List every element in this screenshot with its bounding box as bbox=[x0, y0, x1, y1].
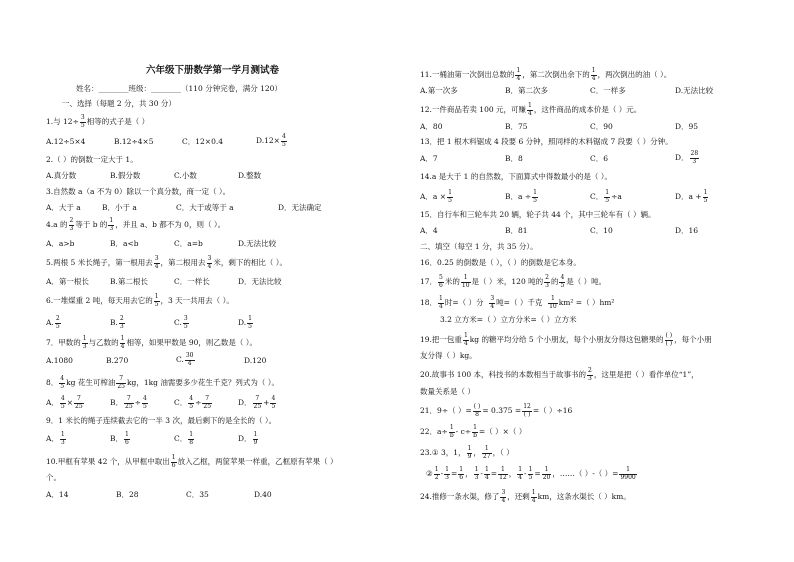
option-c: C．35 bbox=[186, 490, 209, 499]
question-16: 16．0.25 的倒数是（ ），（ ）的倒数是它本身。 bbox=[420, 258, 581, 267]
option-d: D.无法比较 bbox=[238, 239, 277, 248]
option-d: D．a + $\frac{1}{5}$ bbox=[675, 189, 708, 204]
question-19: 19.把一包重 $\frac{1}{4}$ kg 的糖平均分给 5 个小朋友，每个小朋友分得这包糖果的 $\frac{( )}{( )}$ ，每个小朋 bbox=[420, 332, 712, 347]
question-5: 5.两根 5 米长绳子，第一根用去 $\frac{3}{4}$ ，第二根用去 $\frac{3}{4}$ 米，剩下的相比（ ）。 bbox=[46, 255, 287, 270]
option-c: C.小数 bbox=[174, 171, 197, 180]
option-a: A. $\frac{2}{5}$ bbox=[46, 315, 60, 330]
question-13: 13．把 1 根木料锯成 4 段要 6 分钟，照同样的木料锯成 7 段要（ ）分钟。 bbox=[420, 137, 673, 146]
option-b: B．81 bbox=[505, 226, 528, 235]
option-a: A． $\frac{4}{5}$ × $\frac{7}{25}$ bbox=[46, 395, 83, 410]
question-8: 8． $\frac{4}{5}$ kg 花生可榨油 $\frac{7}{25}$ kg，1kg 油需要多少花生千克？列式为（ ）。 bbox=[46, 375, 279, 390]
option-a: A．80 bbox=[420, 122, 443, 131]
option-a: A．4 bbox=[420, 226, 438, 235]
question-18: 18． $\frac{1}{4}$ 时=（ ）分 $\frac{3}{4}$ 吨=（ ）千克 $\frac{1}{10}$ km² =（ ）hm² bbox=[420, 295, 615, 310]
option-a: A．a × $\frac{1}{5}$ bbox=[420, 189, 452, 204]
question-6: 6.一堆煤重 2 吨，每天用去它的 $\frac{1}{5}$ ，3 天一共用去（ ）。 bbox=[46, 293, 234, 308]
question-14: 14.a 是大于 1 的自然数，下面算式中得数最小的是（ ）。 bbox=[420, 172, 612, 181]
option-a: A.第一次多 bbox=[420, 86, 458, 95]
option-c: C．a=b bbox=[174, 239, 203, 248]
option-b: B．小于 a bbox=[102, 203, 137, 212]
option-b: B．a<b bbox=[110, 239, 139, 248]
option-c: C．一样长 bbox=[174, 277, 210, 286]
option-c: C．12×0.4 bbox=[182, 137, 223, 146]
option-d: D． $\frac{7}{25}$ + $\frac{4}{5}$ bbox=[238, 395, 276, 410]
option-b: B.270 bbox=[106, 356, 129, 365]
option-a: A．a>b bbox=[46, 239, 75, 248]
question-24: 24.推修一条水渠，修了 $\frac{3}{4}$ ，还剩 $\frac{1}{4}$ km，这条水渠长（ ）km。 bbox=[420, 489, 631, 504]
question-21: 21．9÷（ ）= $\frac{( )}{8}$ = 0.375 = $\frac{12}{( )}$ =（ ）÷16 bbox=[420, 403, 573, 418]
option-c: C．大于或等于 a bbox=[176, 203, 234, 212]
option-d: D.40 bbox=[254, 490, 272, 499]
student-info-line: 姓名：________班级：________（110 分钟完卷，满分 120） bbox=[76, 84, 282, 93]
option-a: A．大于 a bbox=[46, 203, 81, 212]
option-b: B．8 bbox=[505, 154, 523, 163]
question-1: 1.与 12÷ $\frac{3}{5}$ 相等的式子是（ ） bbox=[46, 114, 150, 129]
question-7: 7．甲数的 $\frac{1}{3}$ 与乙数的 $\frac{1}{4}$ 相等，如果甲数是 90，则乙数是（ ）。 bbox=[46, 335, 257, 350]
question-20: 20.故事书 100 本，科技书的本数相当于故事书的 $\frac{2}{3}$ ，这里是把（ ）看作单位“1”， bbox=[420, 367, 699, 382]
fraction: $\frac{3}{5}$ bbox=[80, 114, 85, 129]
section-1-heading: 一、选择（每题 2 分，共 30 分） bbox=[62, 99, 176, 108]
option-a: A.真分数 bbox=[46, 171, 77, 180]
option-c: C． $\frac{4}{5}$ ÷ $\frac{7}{25}$ bbox=[174, 395, 212, 410]
question-3: 3.自然数 a（a 不为 0）除以一个真分数，商一定（ ）。 bbox=[46, 187, 231, 196]
option-c: C．90 bbox=[590, 122, 613, 131]
option-a: A．第一根长 bbox=[46, 277, 89, 286]
option-c: C． $\frac{1}{8}$ bbox=[174, 431, 194, 446]
option-b: B．75 bbox=[505, 122, 528, 131]
page-title: 六年级下册数学第一学月测试卷 bbox=[146, 65, 280, 76]
question-22: 22．a÷ $\frac{1}{b}$ - c÷ $\frac{1}{b}$ =（ ）×（ ） bbox=[420, 424, 527, 439]
option-b: B．第二次多 bbox=[505, 86, 549, 95]
option-d: D．无法比较 bbox=[238, 277, 282, 286]
question-17: 17． $\frac{5}{6}$ 米的 $\frac{1}{10}$ 是（ ）米，120 吨的 $\frac{2}{3}$ 的 $\frac{4}{5}$ 是（ ）吨。 bbox=[420, 274, 607, 289]
question-11: 11.一桶油第一次倒出总数的 $\frac{1}{4}$ ，第二次倒出余下的 $\frac{1}{4}$ ，两次倒出的油（ ）。 bbox=[420, 67, 672, 82]
option-a: A．14 bbox=[46, 490, 69, 499]
question-2: 2.（ ）的倒数一定大于 1。 bbox=[46, 155, 138, 164]
section-2-heading: 二、填空（每空 1 分，共 35 分）。 bbox=[420, 242, 538, 251]
option-b: B.假分数 bbox=[110, 171, 141, 180]
option-c: C．一样多 bbox=[590, 86, 626, 95]
question-10: 10.甲框有苹果 42 个，从甲框中取出 $\frac{1}{6}$ 放入乙框，两筐苹果一样重，乙框原有苹果（ ） bbox=[46, 454, 338, 469]
option-c: C. $\frac{30}{4}$ bbox=[176, 352, 194, 367]
question-12: 12.一件商品若卖 100 元，可赚 $\frac{1}{4}$ ，这件商品的成本价是（ ）元。 bbox=[420, 102, 642, 117]
option-c: C. $\frac{3}{5}$ bbox=[174, 315, 188, 330]
option-d: D．无法确定 bbox=[278, 203, 322, 212]
option-b: B.12÷4×5 bbox=[114, 137, 154, 146]
option-d: D．16 bbox=[675, 226, 699, 235]
option-d: D．95 bbox=[675, 122, 699, 131]
option-b: B． $\frac{1}{6}$ bbox=[110, 431, 129, 446]
option-d: D.整数 bbox=[238, 171, 262, 180]
option-a: A． $\frac{1}{3}$ bbox=[46, 431, 65, 446]
option-d: D.12× $\frac{4}{5}$ bbox=[256, 133, 286, 148]
question-19-cont: 友分得（ ）kg。 bbox=[420, 351, 477, 360]
question-15: 15．自行车和三轮车共 20 辆，轮子共 44 个，其中三轮车有（ ）辆。 bbox=[420, 210, 656, 219]
option-b: B．a ÷ $\frac{1}{5}$ bbox=[505, 189, 537, 204]
option-b: B．28 bbox=[116, 490, 139, 499]
option-c: C． $\frac{1}{5}$ ÷a bbox=[590, 189, 622, 204]
question-18-cont: 3.2 立方米=（ ）立方分米=（ ）立方米 bbox=[440, 315, 577, 324]
question-4: 4.a 的 $\frac{2}{3}$ 等于 b 的 $\frac{1}{3}$ ，并且 a、b 都不为 0，则（ ）。 bbox=[46, 217, 226, 232]
option-b: B. $\frac{2}{3}$ bbox=[110, 315, 124, 330]
option-c: C．10 bbox=[590, 226, 613, 235]
option-d: D. $\frac{1}{5}$ bbox=[238, 315, 252, 330]
option-d: D． $\frac{28}{3}$ bbox=[675, 150, 699, 165]
option-d: D.120 bbox=[244, 356, 267, 365]
option-d: D． $\frac{1}{9}$ bbox=[238, 431, 258, 446]
question-9: 9．1 米长的绳子连续截去它的一半 3 次，最后剩下的是全长的（ ）。 bbox=[46, 416, 277, 425]
question-20-cont: 数量关系是（ ） bbox=[420, 387, 475, 396]
option-d: D.无法比较 bbox=[675, 86, 714, 95]
option-a: A.1080 bbox=[46, 356, 73, 365]
question-23-part-2: ② $\frac{1}{2}$ - $\frac{1}{3}$ = $\frac{1}{6}$ ， $\frac{1}{3}$ - $\frac{1}{4}$ = $\frac{1}{12}$ ， $\frac{1}{4}$ - $\frac{1}{5}$ = $\frac{1}{20}$ ，……（ ）-（ ）= $\frac{1}{9900}$ bbox=[426, 466, 636, 481]
option-a: A．7 bbox=[420, 154, 438, 163]
question-23-part-1: 23.① 3，1， $\frac{1}{9}$ ， $\frac{1}{27}$ ，（ ） bbox=[420, 445, 514, 460]
option-b: B． $\frac{7}{25}$ ÷ $\frac{4}{5}$ bbox=[110, 395, 147, 410]
option-b: B.第二根长 bbox=[110, 277, 148, 286]
option-a: A.12÷5×4 bbox=[46, 137, 86, 146]
option-c: C．6 bbox=[590, 154, 609, 163]
question-10-cont: 个。 bbox=[46, 473, 61, 482]
